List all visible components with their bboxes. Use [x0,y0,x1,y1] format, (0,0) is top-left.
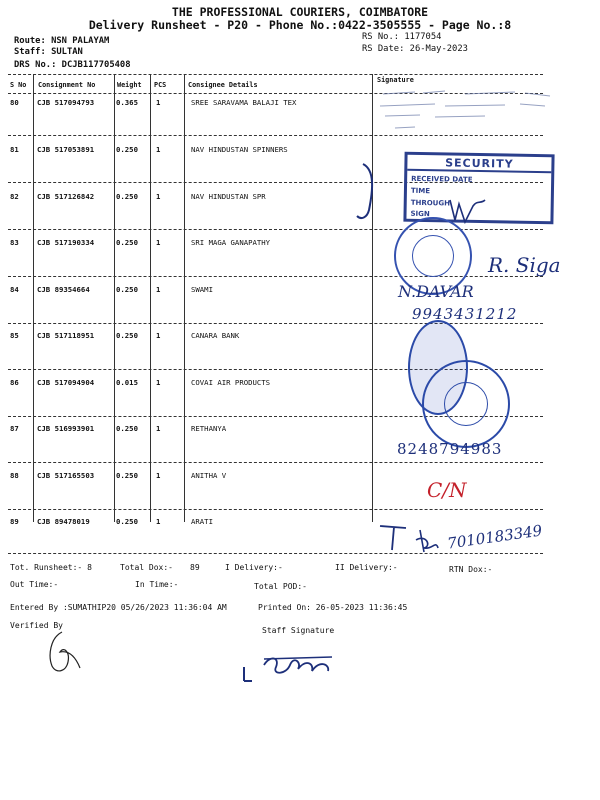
row-weight: 0.250 [116,517,138,526]
col-header-consignee: Consignee Details [188,81,258,89]
row-consignment: CJB 89354664 [37,285,90,294]
table-top-rule [8,74,543,75]
row-consignee: ANITHA V [191,471,227,480]
row-sno: 89 [10,517,19,526]
row-weight: 0.250 [116,424,138,433]
route-label: Route: NSN PALAYAM [14,36,110,46]
row-consignment: CJB 517118951 [37,331,95,340]
staff-signature [240,645,350,690]
staff-label: Staff: SULTAN [14,47,83,57]
faint-stamp-row80 [375,84,565,134]
security-time: TIME [410,186,431,196]
row-sno: 80 [10,98,19,107]
row-consignee: NAV HINDUSTAN SPINNERS [191,145,288,154]
in-time: In Time:- [135,580,179,589]
table-row [0,331,600,377]
row-consignment: CJB 517165503 [37,471,95,480]
row-consignment: CJB 517126842 [37,192,95,201]
row-consignee: SRI MAGA GANAPATHY [191,238,271,247]
i-delivery: I Delivery:- [225,563,283,572]
row-consignee: SREE SARAVAMA BALAJI TEX [191,98,297,107]
security-sign: SIGN [410,209,430,219]
company-title: THE PROFESSIONAL COURIERS, COIMBATORE [171,5,429,19]
row-rule [8,462,543,463]
table-bottom-rule [8,553,543,554]
row-consignee: CANARA BANK [191,331,240,340]
row-consignment: CJB 517094904 [37,378,95,387]
col-header-pcs: PCS [154,81,167,89]
row-consignee: SWAMI [191,285,213,294]
security-stamp-title: SECURITY [407,156,551,174]
security-received-date: RECEIVED DATE [411,174,473,184]
row-weight: 0.250 [116,471,138,480]
row-pcs: 1 [156,517,161,526]
row-sno: 84 [10,285,19,294]
staff-signature-label: Staff Signature [262,626,335,635]
row-pcs: 1 [156,424,161,433]
row-pcs: 1 [156,145,161,154]
entered-by: Entered By :SUMATHIP20 05/26/2023 11:36:04 AM [10,603,227,612]
row-sno: 81 [10,145,19,154]
row-pcs: 1 [156,285,161,294]
col-header-weight: Weight [117,81,142,89]
row-sno: 87 [10,424,19,433]
total-runsheet: Tot. Runsheet:- 8 [10,563,92,572]
row-rule [8,509,543,510]
row-pcs: 1 [156,192,161,201]
row-consignee: COVAI AIR PRODUCTS [191,378,271,387]
drs-number: DRS No.: DCJB117705408 [14,60,131,70]
row-consignment: CJB 89478019 [37,517,90,526]
seal-inner-ring [444,382,488,426]
row-pcs: 1 [156,471,161,480]
row-consignee: ARATI [191,517,213,526]
signature-row89 [372,518,442,554]
row-sno: 85 [10,331,19,340]
row-pcs: 1 [156,331,161,340]
rs-number: RS No.: 1177054 [362,32,442,42]
row-weight: 0.250 [116,238,138,247]
row-consignee: NAV HINDUSTAN SPR [191,192,266,201]
signature-row81-82 [355,160,555,230]
ii-delivery: II Delivery:- [335,563,398,572]
col-header-consignment: Consignment No [38,81,96,89]
row-weight: 0.365 [116,98,138,107]
verified-by-signature [40,628,90,678]
security-through: THROUGH [410,198,451,208]
printed-on: Printed On: 26-05-2023 11:36:45 [258,603,408,612]
seal-inner-ring [412,235,454,277]
handwriting-row87-phone: 8248794983 [397,440,503,458]
out-time: Out Time:- [10,580,59,589]
row-sno: 88 [10,471,19,480]
table-row [0,471,600,517]
table-row [0,424,600,470]
row-sno: 86 [10,378,19,387]
total-dox-value: 89 [190,563,200,572]
row-rule [8,323,543,324]
verified-by-label: Verified By [10,621,63,630]
row-weight: 0.250 [116,331,138,340]
handwriting-row88-cn: C/N [427,478,467,502]
rtn-dox: RTN Dox:- [449,565,493,574]
row-weight: 0.250 [116,285,138,294]
handwriting-row84-phone: 9943431212 [412,305,518,323]
runsheet-title: Delivery Runsheet - P20 - Phone No.:0422-3505555 - Page No.:8 [88,18,512,32]
handwriting-row83: R. Siga [488,253,561,277]
row-weight: 0.250 [116,145,138,154]
row-consignment: CJB 516993901 [37,424,95,433]
handwriting-row89-phone: 7010183349 [446,521,544,553]
row-pcs: 1 [156,98,161,107]
table-row [0,378,600,424]
row-sno: 82 [10,192,19,201]
row-weight: 0.250 [116,192,138,201]
rs-date: RS Date: 26-May-2023 [362,44,468,54]
total-pod: Total POD:- [254,582,307,591]
row-consignment: CJB 517190334 [37,238,95,247]
row-consignee: RETHANYA [191,424,227,433]
row-sno: 83 [10,238,19,247]
col-header-sno: S No [10,81,27,89]
handwriting-row84-name: N.DAVAR [398,282,474,301]
col-header-signature: Signature [377,76,414,84]
row-weight: 0.015 [116,378,138,387]
row-rule [8,135,543,136]
row-consignment: CJB 517094793 [37,98,95,107]
row-pcs: 1 [156,238,161,247]
covai-seal [422,360,510,448]
row-pcs: 1 [156,378,161,387]
total-dox-label: Total Dox:- [120,563,173,572]
row-consignment: CJB 517053891 [37,145,95,154]
